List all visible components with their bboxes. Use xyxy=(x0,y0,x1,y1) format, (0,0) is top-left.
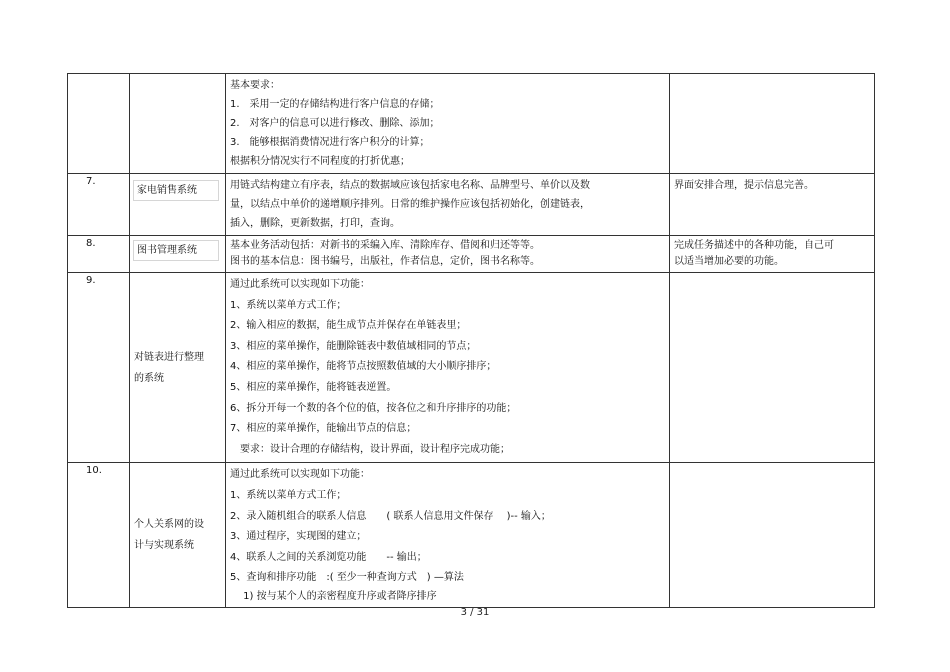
description-cell xyxy=(226,174,670,236)
description-cell xyxy=(226,74,670,174)
desc-line: 用链式结构建立有序表，结点的数据域应该包括家电名称、品牌型号、单价以及数 xyxy=(230,180,590,191)
note-line: 以适当增加必要的功能。 xyxy=(674,256,784,267)
desc-line: 通过此系统可以实现如下功能： xyxy=(230,469,370,481)
desc-line: 5、相应的菜单操作，能将链表逆置。 xyxy=(230,381,397,393)
desc-line: 基本要求： xyxy=(230,80,280,91)
system-name-cell xyxy=(130,273,226,463)
desc-line: 基本业务活动包括：对新书的采编入库、清除库存、借阅和归还等等。 xyxy=(230,240,540,251)
system-name: 图书管理系统 xyxy=(133,240,219,261)
desc-line: 1) 按与某个人的亲密程度升序或者降序排序 xyxy=(230,590,437,602)
description-cell xyxy=(226,273,670,463)
desc-line: 4、相应的菜单操作，能将节点按照数值域的大小顺序排序； xyxy=(230,361,497,373)
system-name-line: 对链表进行整理 xyxy=(134,351,204,363)
note-cell xyxy=(670,273,875,463)
row-number: 8. xyxy=(68,236,130,273)
row-number: 10. xyxy=(68,463,130,608)
desc-line: 1、系统以菜单方式工作； xyxy=(230,489,347,501)
note-cell xyxy=(670,463,875,608)
desc-line: 量，以结点中单价的递增顺序排列。日常的维护操作应该包括初始化，创建链表， xyxy=(230,199,590,210)
system-name xyxy=(130,74,226,174)
desc-line: 3. 能够根据消费情况进行客户积分的计算； xyxy=(230,137,430,148)
system-name-cell xyxy=(130,463,226,608)
system-name-cell xyxy=(130,174,226,236)
table-row xyxy=(68,236,875,273)
desc-line: 5、查询和排序功能 :( 至少一种查询方式 ) —算法 xyxy=(230,572,464,584)
desc-line: 6、拆分开每一个数的各个位的值，按各位之和升序排序的功能； xyxy=(230,402,517,414)
row-number: 9. xyxy=(68,273,130,463)
desc-line: 2、录入随机组合的联系人信息 ( 联系人信息用文件保存 )-- 输入； xyxy=(230,510,551,522)
requirements-table xyxy=(67,73,875,608)
note-line: 完成任务描述中的各种功能，自己可 xyxy=(674,240,834,251)
desc-line: 2、输入相应的数据，能生成节点并保存在单链表里； xyxy=(230,320,467,332)
row-number xyxy=(68,74,130,174)
desc-line: 插入，删除，更新数据，打印，查询。 xyxy=(230,218,400,229)
system-name-cell xyxy=(130,236,226,273)
desc-line: 图书的基本信息：图书编号，出版社，作者信息，定价，图书名称等。 xyxy=(230,256,540,267)
description-cell xyxy=(226,236,670,273)
desc-line: 3、相应的菜单操作，能删除链表中数值域相同的节点； xyxy=(230,340,477,352)
table-row xyxy=(68,463,875,608)
desc-line: 2. 对客户的信息可以进行修改、删除、添加； xyxy=(230,118,440,129)
desc-line: 3、通过程序，实现图的建立； xyxy=(230,531,367,543)
system-name-line: 计与实现系统 xyxy=(134,540,194,552)
table-row xyxy=(68,273,875,463)
desc-line: 通过此系统可以实现如下功能： xyxy=(230,279,370,290)
row-number: 7. xyxy=(68,174,130,236)
desc-line: 要求：设计合理的存储结构，设计界面，设计程序完成功能； xyxy=(230,443,510,455)
desc-line: 1、系统以菜单方式工作； xyxy=(230,299,347,311)
system-name-line: 个人关系网的设 xyxy=(134,519,204,531)
page-number: 3 / 31 xyxy=(460,607,490,618)
system-name: 家电销售系统 xyxy=(133,180,219,201)
note-cell xyxy=(670,174,875,236)
desc-line: 7、相应的菜单操作，能输出节点的信息； xyxy=(230,423,417,435)
note-cell xyxy=(670,74,875,174)
desc-line: 根据积分情况实行不同程度的打折优惠； xyxy=(230,156,410,167)
table-row xyxy=(68,74,875,174)
description-cell xyxy=(226,463,670,608)
table-row xyxy=(68,174,875,236)
note-line: 界面安排合理，提示信息完善。 xyxy=(674,180,814,191)
note-cell xyxy=(670,236,875,273)
system-name-line: 的系统 xyxy=(134,372,164,384)
desc-line: 1. 采用一定的存储结构进行客户信息的存储； xyxy=(230,99,440,110)
desc-line: 4、联系人之间的关系浏览功能 -- 输出； xyxy=(230,551,427,563)
